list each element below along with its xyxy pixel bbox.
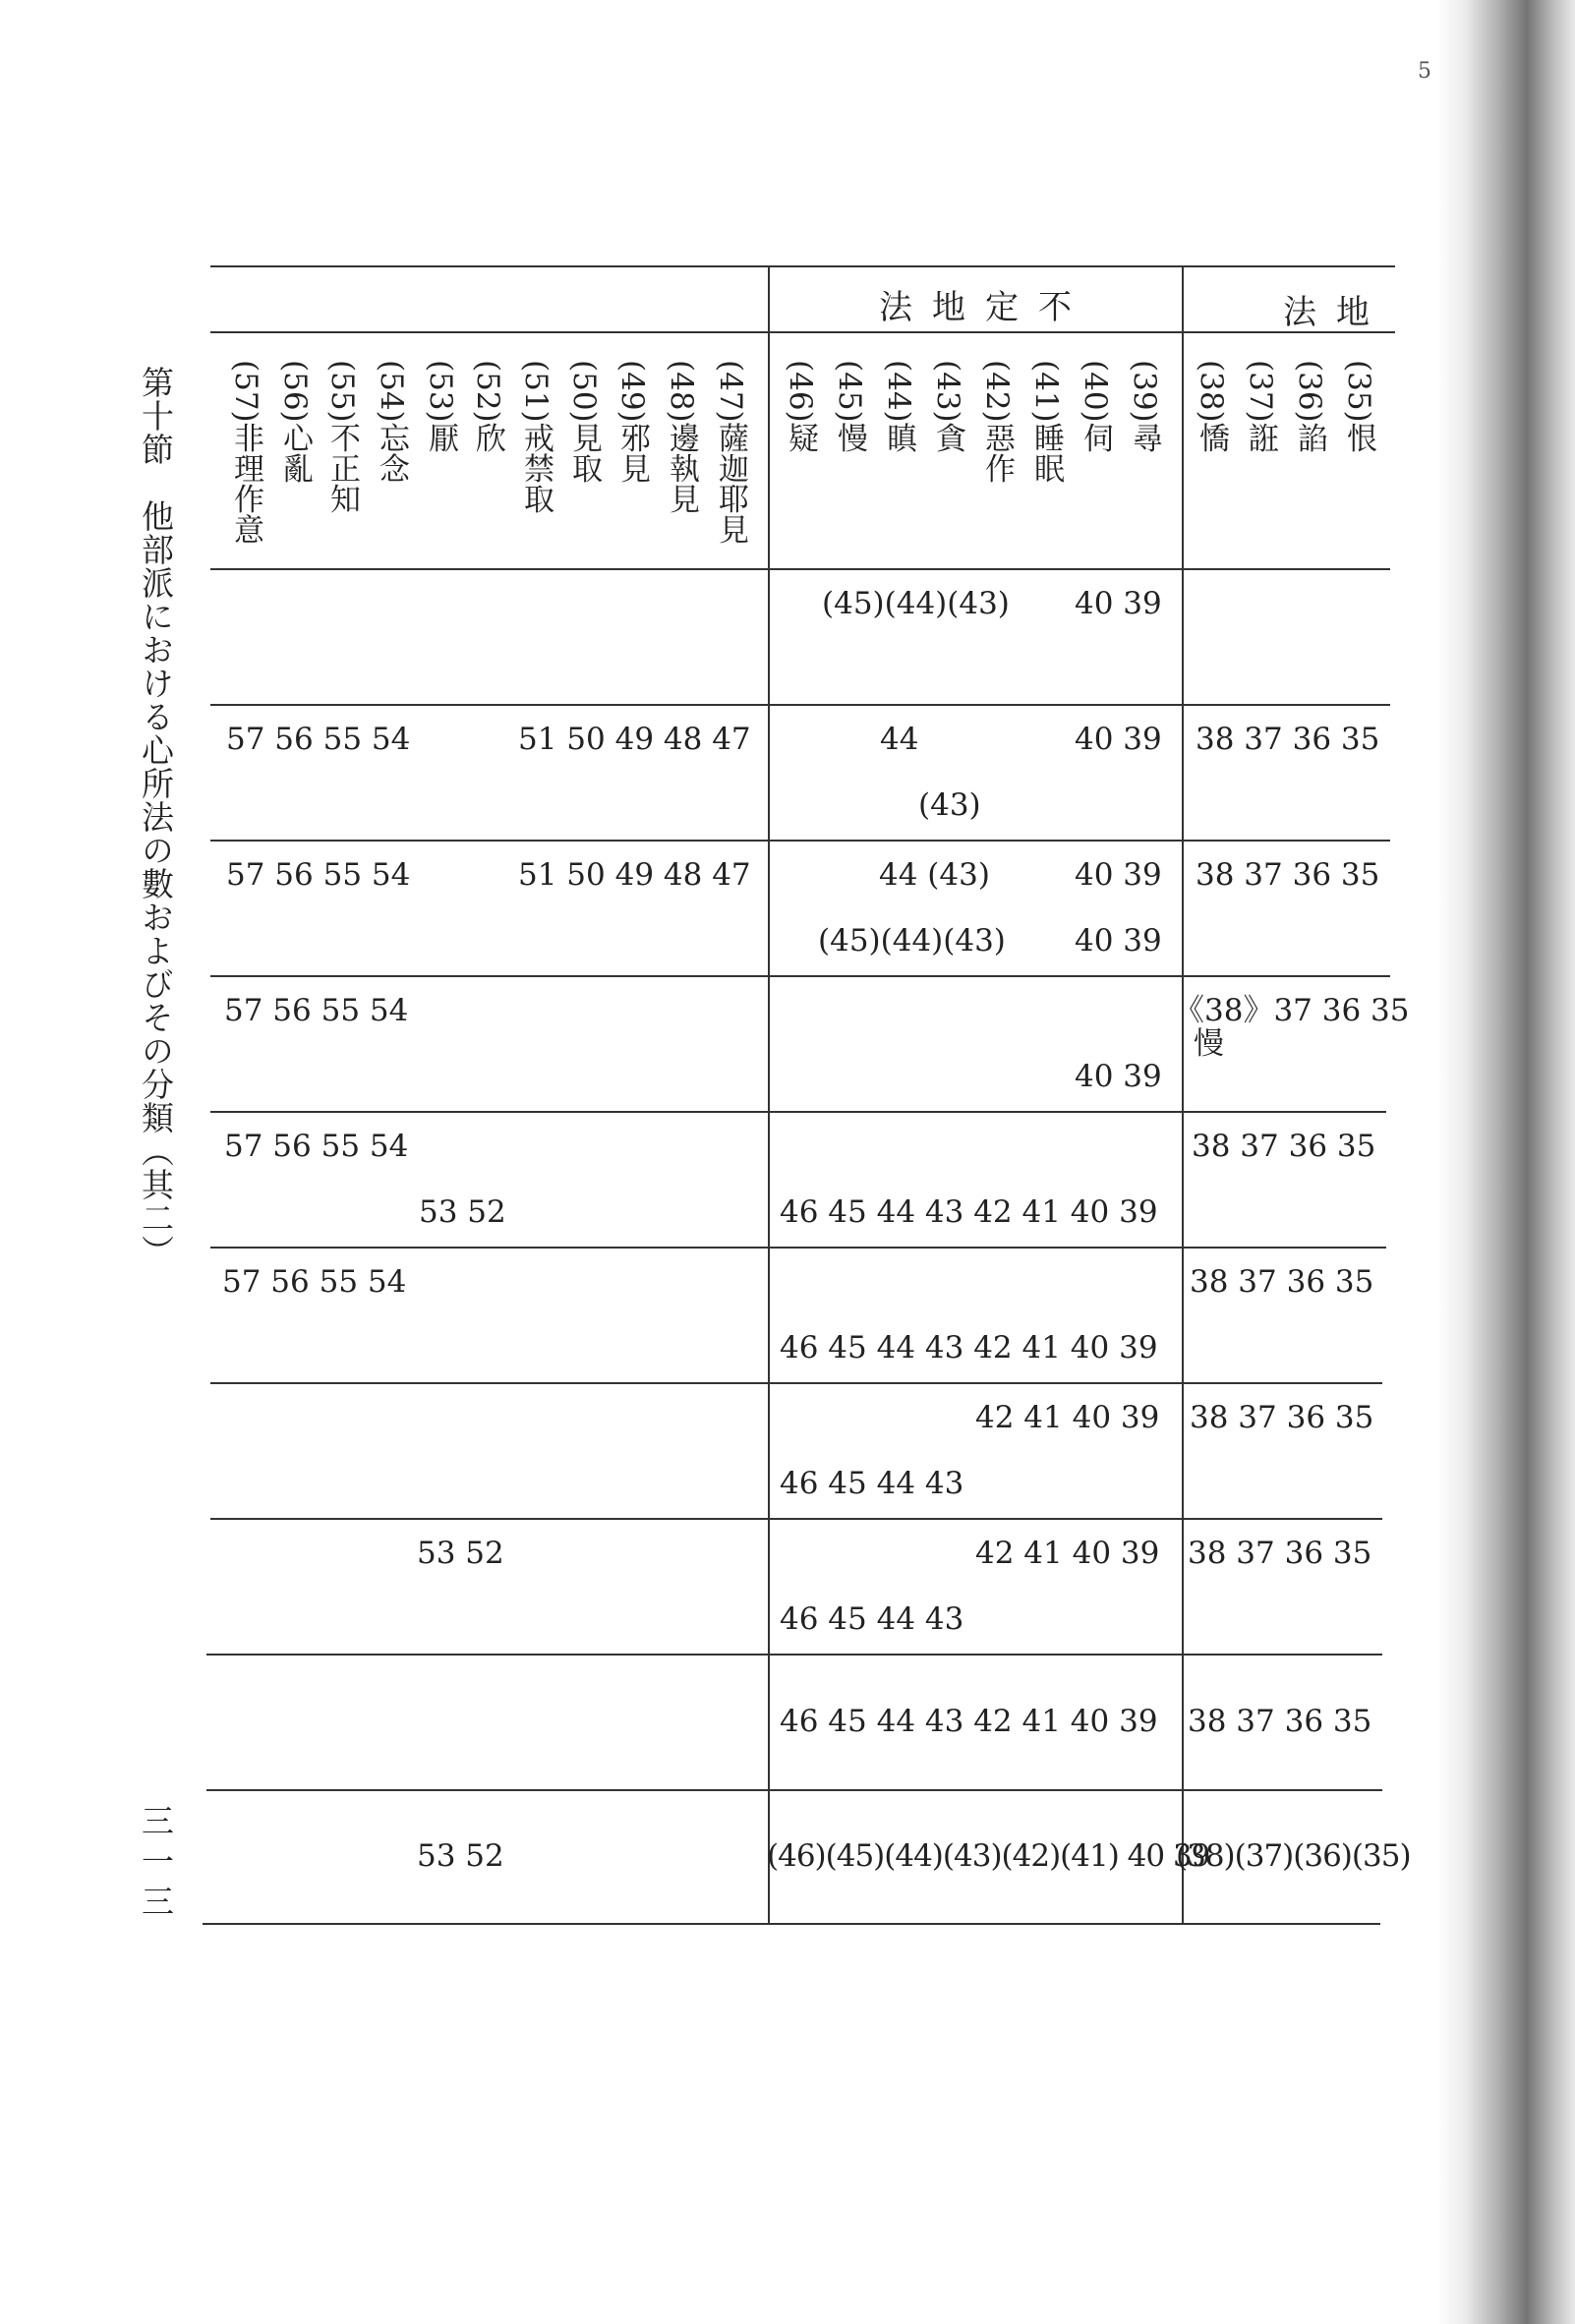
col-header-53: (53)厭 <box>423 360 458 453</box>
col-header-35: (35)恨 <box>1341 360 1376 453</box>
row-rule-6 <box>210 1247 1386 1249</box>
row-rule-7 <box>210 1382 1382 1384</box>
row7-c-upper: 38 37 36 35 <box>1190 1400 1374 1435</box>
col-header-43: (43)貪 <box>930 360 965 453</box>
col-header-49: (49)邪見 <box>614 360 650 484</box>
row2-b-upper-44: 44 <box>880 722 919 757</box>
row4-b-lower-right: 40 39 <box>1075 1059 1162 1094</box>
header-rule <box>210 331 1395 333</box>
col-header-37: (37)誑 <box>1243 360 1278 453</box>
row2-a-upper-left: 57 56 55 54 <box>226 722 411 757</box>
row4-c-upper-note: 慢 <box>1194 1026 1224 1062</box>
row9-c-mid: 38 37 36 35 <box>1188 1704 1372 1739</box>
col-header-47: (47)薩迦耶見 <box>713 360 748 545</box>
group-header-earth: 法地 <box>1283 293 1389 332</box>
row-rule-3 <box>210 840 1390 842</box>
row5-c-upper: 38 37 36 35 <box>1192 1129 1376 1164</box>
row3-b-lower-right: 40 39 <box>1075 923 1162 959</box>
row8-b-lower: 46 45 44 43 <box>780 1601 964 1637</box>
row-rule-8 <box>210 1518 1382 1520</box>
row1-b-upper: (45)(44)(43) <box>822 586 1010 621</box>
row10-a-mid: 53 52 <box>417 1838 504 1874</box>
row8-b-upper: 42 41 40 39 <box>975 1536 1160 1571</box>
row5-b-lower: 46 45 44 43 42 41 40 39 <box>780 1194 1158 1230</box>
row6-c-upper: 38 37 36 35 <box>1190 1264 1374 1300</box>
row4-a-upper-left: 57 56 55 54 <box>224 993 409 1028</box>
col-header-36: (36)諂 <box>1292 360 1327 453</box>
row-rule-2 <box>210 704 1390 706</box>
divider-left <box>768 265 770 1924</box>
row9-b-mid: 46 45 44 43 42 41 40 39 <box>780 1704 1158 1739</box>
row3-a-upper: 51 50 49 48 47 <box>518 857 751 893</box>
row8-c-upper: 38 37 36 35 <box>1188 1536 1372 1571</box>
top-rule <box>210 265 1395 267</box>
row-rule-10 <box>206 1789 1382 1791</box>
corner-mark: 5 <box>1418 59 1431 84</box>
col-header-39: (39)尋 <box>1127 360 1162 453</box>
row1-b-upper-right: 40 39 <box>1075 586 1162 621</box>
col-header-55: (55)不正知 <box>324 360 360 514</box>
row8-a-upper: 53 52 <box>417 1536 504 1571</box>
row7-b-lower: 46 45 44 43 <box>780 1466 964 1501</box>
col-header-45: (45)慢 <box>832 360 867 453</box>
col-header-54: (54)忘念 <box>374 360 409 484</box>
col-header-48: (48)邊執見 <box>664 360 699 514</box>
row10-b-mid: (46)(45)(44)(43)(42)(41) 40 39 <box>767 1838 1210 1874</box>
col-header-38: (38)憍 <box>1194 360 1229 453</box>
row4-c-upper: 《38》37 36 35 <box>1174 993 1410 1028</box>
col-header-57: (57)非理作意 <box>228 360 263 545</box>
row-rule-9 <box>206 1654 1382 1656</box>
row5-a-lower: 53 52 <box>419 1194 506 1230</box>
side-title: 第十節 他部派における心所法の數およびその分類（其二） <box>137 366 175 1268</box>
row7-b-upper: 42 41 40 39 <box>975 1400 1160 1435</box>
row2-b-lower: (43) <box>918 787 981 823</box>
row-rule-5 <box>210 1111 1386 1113</box>
row5-a-upper-left: 57 56 55 54 <box>224 1129 409 1164</box>
row3-b-upper: 44 (43) <box>879 857 990 893</box>
row3-b-upper-right: 40 39 <box>1075 857 1162 893</box>
row-rule-4 <box>210 975 1390 977</box>
row3-a-upper-left: 57 56 55 54 <box>226 857 411 893</box>
row2-b-upper-right: 40 39 <box>1075 722 1162 757</box>
col-header-42: (42)惡作 <box>979 360 1015 484</box>
col-header-46: (46)疑 <box>783 360 818 453</box>
row6-b-lower: 46 45 44 43 42 41 40 39 <box>780 1330 1158 1365</box>
divider-right <box>1182 265 1184 1924</box>
scan-edge-shadow <box>1437 0 1575 2324</box>
col-header-41: (41)睡眠 <box>1028 360 1064 484</box>
col-header-44: (44)瞋 <box>881 360 916 453</box>
group-header-indeterminate: 法地定不 <box>879 288 1091 327</box>
page-number: 三一三 <box>137 1804 175 1925</box>
bottom-rule <box>203 1923 1380 1925</box>
row3-c-upper: 38 37 36 35 <box>1196 857 1380 893</box>
row-rule-1 <box>210 568 1390 570</box>
col-header-56: (56)心亂 <box>277 360 313 484</box>
row10-c-mid: (38)(37)(36)(35) <box>1176 1838 1411 1874</box>
row2-a-upper: 51 50 49 48 47 <box>518 722 751 757</box>
col-header-52: (52)欣 <box>470 360 505 453</box>
row3-b-lower: (45)(44)(43) <box>818 923 1006 959</box>
col-header-51: (51)戒禁取 <box>518 360 554 514</box>
row6-a-upper-left: 57 56 55 54 <box>222 1264 407 1300</box>
col-header-50: (50)見取 <box>566 360 602 484</box>
row2-c-upper: 38 37 36 35 <box>1196 722 1380 757</box>
col-header-40: (40)伺 <box>1078 360 1113 453</box>
